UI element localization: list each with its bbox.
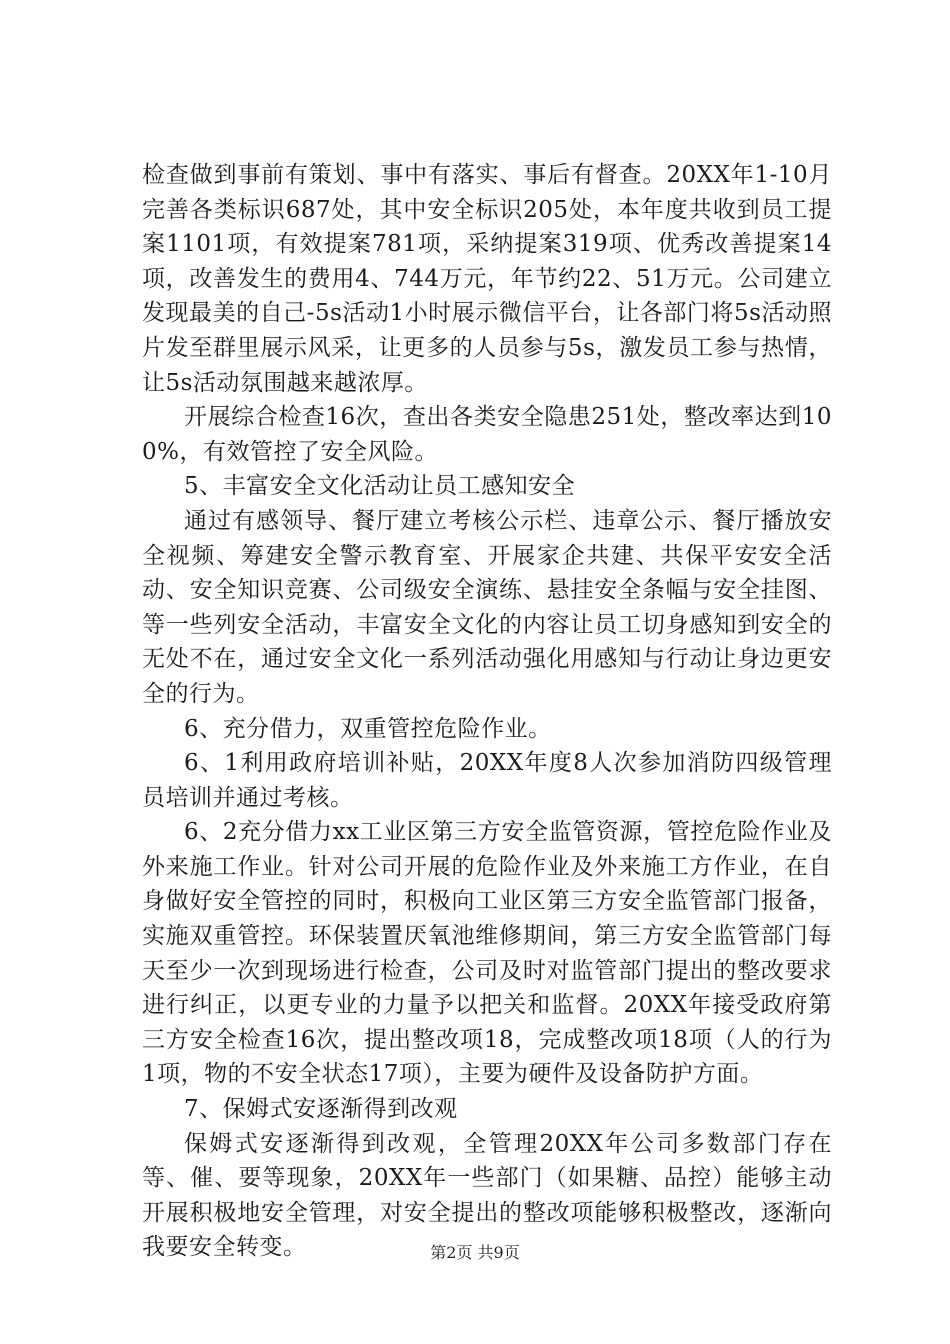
paragraph: 6、1利用政府培训补贴，20XX年度8人次参加消防四级管理员培训并通过考核。 [142,750,832,811]
section-heading: 6、充分借力，双重管控危险作业。 [184,715,552,742]
section-heading: 7、保姆式安逐渐得到改观 [184,1096,458,1123]
paragraph: 保姆式安逐渐得到改观，全管理20XX年公司多数部门存在等、催、要等现象，20XX年一些部门（如果糖、品控）能够主动开展积极地安全管理，对安全提出的整改项能够积极整改，逐渐向我要安全转变。 [142,1130,832,1261]
document-body [142,158,832,1265]
page-number: 第2页 共9页 [430,1243,520,1262]
section-heading: 5、丰富安全文化活动让员工感知安全 [184,473,576,500]
paragraph: 6、2充分借力xx工业区第三方安全监管资源，管控危险作业及外来施工作业。针对公司开展的危险作业及外来施工方作业，在自身做好安全管控的同时，积极向工业区第三方安全监管部门报备，实施双重管控。环保装置厌氧池维修期间，第三方安全监管部门每天至少一次到现场进行检查，公司及时对监管部门提出的整改要求进行纠正，以更专业的力量予以把关和监督。20XX年接受政府第三方安全检查16次，提出整改项18，完成整改项18项（人的行为1项，物的不安全状态17项），主要为硬件及设备防护方面。 [142,819,832,1088]
paragraph: 检查做到事前有策划、事中有落实、事后有督查。20XX年1-10月完善各类标识687处，其中安全标识205处，本年度共收到员工提案1101项，有效提案781项，采纳提案319项、优秀改善提案14项，改善发生的费用4、744万元，年节约22、51万元。公司建立发现最美的自己-5s活动1小时展示微信平台，让各部门将5s活动照片发至群里展示风采，让更多的人员参与5s，激发员工参与热情，让5s活动氛围越来越浓厚。 [142,162,832,396]
paragraph: 开展综合检查16次，查出各类安全隐患251处，整改率达到100%，有效管控了安全风险。 [142,404,832,465]
paragraph: 通过有感领导、餐厅建立考核公示栏、违章公示、餐厅播放安全视频、筹建安全警示教育室、开展家企共建、共保平安安全活动、安全知识竞赛、公司级安全演练、悬挂安全条幅与安全挂图、等一些列安全活动，丰富安全文化的内容让员工切身感知到安全的无处不在，通过安全文化一系列活动强化用感知与行动让身边更安全的行为。 [142,507,832,707]
